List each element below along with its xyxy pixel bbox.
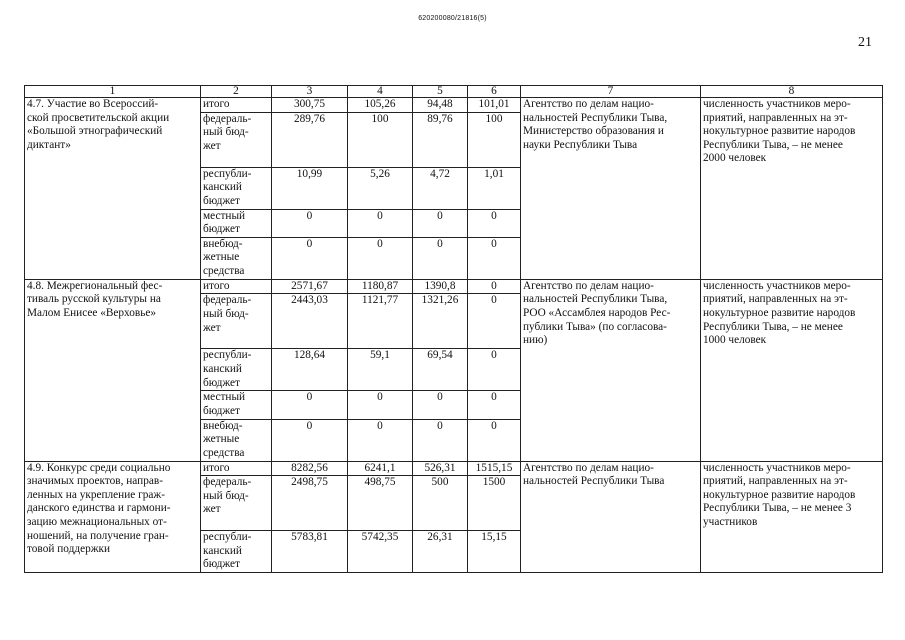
funding-source-cell: итого — [201, 98, 272, 113]
amount-cell-v4: 59,1 — [348, 349, 413, 391]
amount-cell-v6: 100 — [468, 112, 521, 167]
amount-cell-v5: 1390,8 — [413, 279, 468, 294]
amount-cell-v6: 0 — [468, 209, 521, 237]
amount-cell-v6: 0 — [468, 279, 521, 294]
amount-cell-v6: 15,15 — [468, 531, 521, 573]
amount-cell-v3: 300,75 — [272, 98, 348, 113]
funding-source-cell: республи- канский бюджет — [201, 349, 272, 391]
amount-cell-v4: 1121,77 — [348, 294, 413, 349]
amount-cell-v3: 0 — [272, 419, 348, 461]
amount-cell-v6: 0 — [468, 349, 521, 391]
column-header: 4 — [348, 86, 413, 98]
amount-cell-v4: 6241,1 — [348, 461, 413, 476]
amount-cell-v3: 2571,67 — [272, 279, 348, 294]
column-header: 5 — [413, 86, 468, 98]
funding-source-cell: итого — [201, 279, 272, 294]
funding-source-cell: местный бюджет — [201, 209, 272, 237]
funding-source-cell: республи- канский бюджет — [201, 531, 272, 573]
amount-cell-v6: 0 — [468, 237, 521, 279]
amount-cell-v4: 0 — [348, 209, 413, 237]
amount-cell-v6: 101,01 — [468, 98, 521, 113]
column-header: 2 — [201, 86, 272, 98]
funding-source-cell: федераль- ный бюд- жет — [201, 112, 272, 167]
amount-cell-v5: 69,54 — [413, 349, 468, 391]
funding-source-cell: местный бюджет — [201, 391, 272, 419]
amount-cell-v6: 0 — [468, 419, 521, 461]
program-table — [24, 85, 883, 573]
amount-cell-v3: 289,76 — [272, 112, 348, 167]
amount-cell-v3: 0 — [272, 237, 348, 279]
funding-source-cell: внебюд- жетные средства — [201, 419, 272, 461]
amount-cell-v5: 526,31 — [413, 461, 468, 476]
amount-cell-v6: 1500 — [468, 476, 521, 531]
column-header: 3 — [272, 86, 348, 98]
funding-source-cell: федераль- ный бюд- жет — [201, 294, 272, 349]
funding-source-cell: республи- канский бюджет — [201, 167, 272, 209]
amount-cell-v6: 0 — [468, 391, 521, 419]
funding-source-cell: федераль- ный бюд- жет — [201, 476, 272, 531]
amount-cell-v5: 26,31 — [413, 531, 468, 573]
amount-cell-v3: 128,64 — [272, 349, 348, 391]
amount-cell-v3: 0 — [272, 391, 348, 419]
amount-cell-v4: 0 — [348, 237, 413, 279]
table-row — [25, 279, 883, 294]
amount-cell-v6: 1,01 — [468, 167, 521, 209]
executor-cell: Агентство по делам нацио- нальностей Республики Тыва — [521, 461, 701, 573]
document-id: 620200080/21816(5) — [418, 15, 487, 22]
amount-cell-v4: 5742,35 — [348, 531, 413, 573]
column-header: 7 — [521, 86, 701, 98]
amount-cell-v3: 2443,03 — [272, 294, 348, 349]
column-header: 1 — [25, 86, 201, 98]
amount-cell-v5: 94,48 — [413, 98, 468, 113]
amount-cell-v5: 500 — [413, 476, 468, 531]
column-header: 8 — [701, 86, 883, 98]
amount-cell-v4: 498,75 — [348, 476, 413, 531]
amount-cell-v4: 1180,87 — [348, 279, 413, 294]
amount-cell-v5: 0 — [413, 391, 468, 419]
amount-cell-v5: 4,72 — [413, 167, 468, 209]
amount-cell-v4: 0 — [348, 391, 413, 419]
amount-cell-v4: 0 — [348, 419, 413, 461]
amount-cell-v6: 0 — [468, 294, 521, 349]
amount-cell-v4: 105,26 — [348, 98, 413, 113]
executor-cell: Агентство по делам нацио- нальностей Республики Тыва, РОО «Ассамблея народов Рес- публики Тыва» (по согласова- нию) — [521, 279, 701, 461]
amount-cell-v5: 0 — [413, 209, 468, 237]
amount-cell-v3: 0 — [272, 209, 348, 237]
amount-cell-v3: 8282,56 — [272, 461, 348, 476]
amount-cell-v3: 10,99 — [272, 167, 348, 209]
funding-source-cell: внебюд- жетные средства — [201, 237, 272, 279]
indicator-cell: численность участников меро- приятий, направленных на эт- нокультурное развитие народов Республики Тыва, – не менее 3 участников — [701, 461, 883, 573]
table-row — [25, 98, 883, 113]
table-row — [25, 461, 883, 476]
measure-name-cell: 4.9. Конкурс среди социально значимых проектов, направ- ленных на укрепление граж- данского единства и гармони- зацию межнациональных от- ношений, на получение гран- товой поддержки — [25, 461, 201, 573]
amount-cell-v5: 1321,26 — [413, 294, 468, 349]
amount-cell-v5: 0 — [413, 237, 468, 279]
table-body — [25, 98, 883, 573]
indicator-cell: численность участников меро- приятий, направленных на эт- нокультурное развитие народов Республики Тыва, – не менее 1000 человек — [701, 279, 883, 461]
amount-cell-v5: 89,76 — [413, 112, 468, 167]
amount-cell-v3: 2498,75 — [272, 476, 348, 531]
amount-cell-v4: 100 — [348, 112, 413, 167]
column-header: 6 — [468, 86, 521, 98]
amount-cell-v3: 5783,81 — [272, 531, 348, 573]
header-row — [25, 86, 883, 98]
amount-cell-v6: 1515,15 — [468, 461, 521, 476]
measure-name-cell: 4.7. Участие во Всероссий- ской просветительской акции «Большой этнографический диктант» — [25, 98, 201, 280]
amount-cell-v4: 5,26 — [348, 167, 413, 209]
indicator-cell: численность участников меро- приятий, направленных на эт- нокультурное развитие народов Республики Тыва, – не менее 2000 человек — [701, 98, 883, 280]
amount-cell-v5: 0 — [413, 419, 468, 461]
page-number: 21 — [858, 35, 872, 50]
measure-name-cell: 4.8. Межрегиональный фес- тиваль русской культуры на Малом Енисее «Верховье» — [25, 279, 201, 461]
executor-cell: Агентство по делам нацио- нальностей Республики Тыва, Министерство образования и науки Республики Тыва — [521, 98, 701, 280]
funding-source-cell: итого — [201, 461, 272, 476]
